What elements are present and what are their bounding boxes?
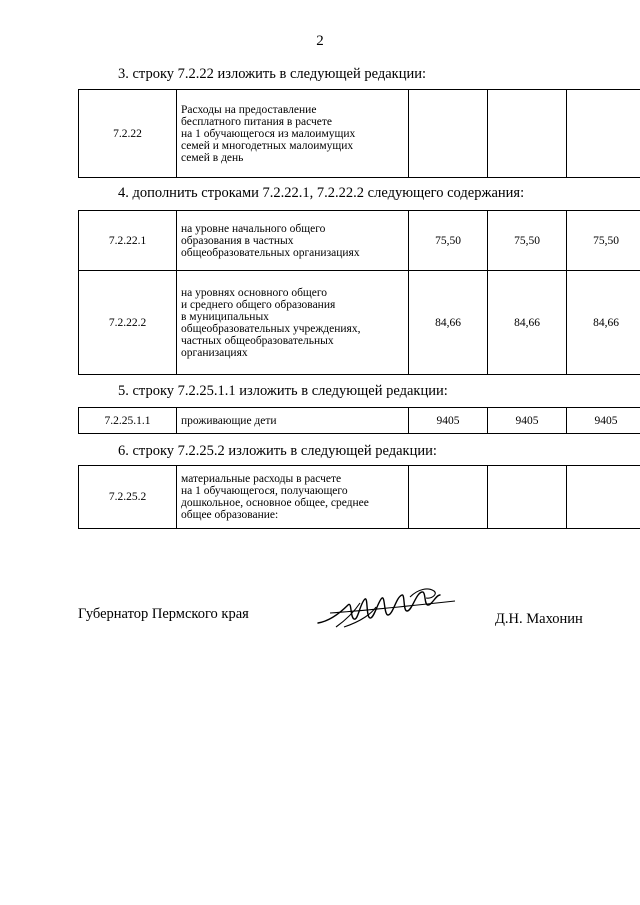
- row-code: 7.2.25.1.1: [79, 408, 177, 434]
- row-value-2: 75,50: [488, 211, 567, 271]
- row-value-1: 9405: [409, 408, 488, 434]
- row-value-3: [567, 466, 640, 529]
- row-description: на уровне начального общего образования в частных общеобразовательных организациях: [177, 211, 409, 271]
- instruction-3: 3. строку 7.2.22 изложить в следующей редакции:: [118, 66, 426, 82]
- table-row: [79, 211, 640, 271]
- row-value-2: 84,66: [488, 271, 567, 375]
- row-description: проживающие дети: [177, 408, 409, 434]
- row-code: 7.2.25.2: [79, 466, 177, 529]
- row-value-1: [409, 466, 488, 529]
- table-rows-7-2-22-x: [78, 210, 640, 375]
- table-row: [79, 271, 640, 375]
- page-number: 2: [316, 33, 324, 49]
- governor-name: Д.Н. Махонин: [495, 611, 583, 627]
- table-row-7-2-25-2: [78, 465, 640, 529]
- row-value-3: [567, 90, 640, 178]
- table-row: [79, 408, 640, 434]
- row-value-2: 9405: [488, 408, 567, 434]
- row-value-3: 75,50: [567, 211, 640, 271]
- row-value-2: [488, 466, 567, 529]
- table-row: [79, 90, 640, 178]
- row-value-1: [409, 90, 488, 178]
- table-row-7-2-25-1-1: [78, 407, 640, 434]
- row-description: Расходы на предоставление бесплатного питания в расчете на 1 обучающегося из малоимущих семей и многодетных малоимущих семей в день: [177, 90, 409, 178]
- instruction-4: 4. дополнить строками 7.2.22.1, 7.2.22.2 следующего содержания:: [118, 185, 525, 201]
- row-description: на уровнях основного общего и среднего общего образования в муниципальных общеобразовательных учреждениях, частных общеобразовательных организациях: [177, 271, 409, 375]
- row-code: 7.2.22.2: [79, 271, 177, 375]
- row-value-1: 84,66: [409, 271, 488, 375]
- table-row-7-2-22: [78, 89, 640, 178]
- governor-position: Губернатор Пермского края: [78, 606, 249, 622]
- row-value-1: 75,50: [409, 211, 488, 271]
- row-code: 7.2.22.1: [79, 211, 177, 271]
- table-row: [79, 466, 640, 529]
- row-code: 7.2.22: [79, 90, 177, 178]
- instruction-5: 5. строку 7.2.25.1.1 изложить в следующей редакции:: [118, 383, 448, 399]
- row-description: материальные расходы в расчете на 1 обучающегося, получающего дошкольное, основное общее, среднее общее образование:: [177, 466, 409, 529]
- row-value-3: 9405: [567, 408, 640, 434]
- handwritten-signature: [310, 583, 460, 633]
- row-value-3: 84,66: [567, 271, 640, 375]
- row-value-2: [488, 90, 567, 178]
- instruction-6: 6. строку 7.2.25.2 изложить в следующей редакции:: [118, 443, 437, 459]
